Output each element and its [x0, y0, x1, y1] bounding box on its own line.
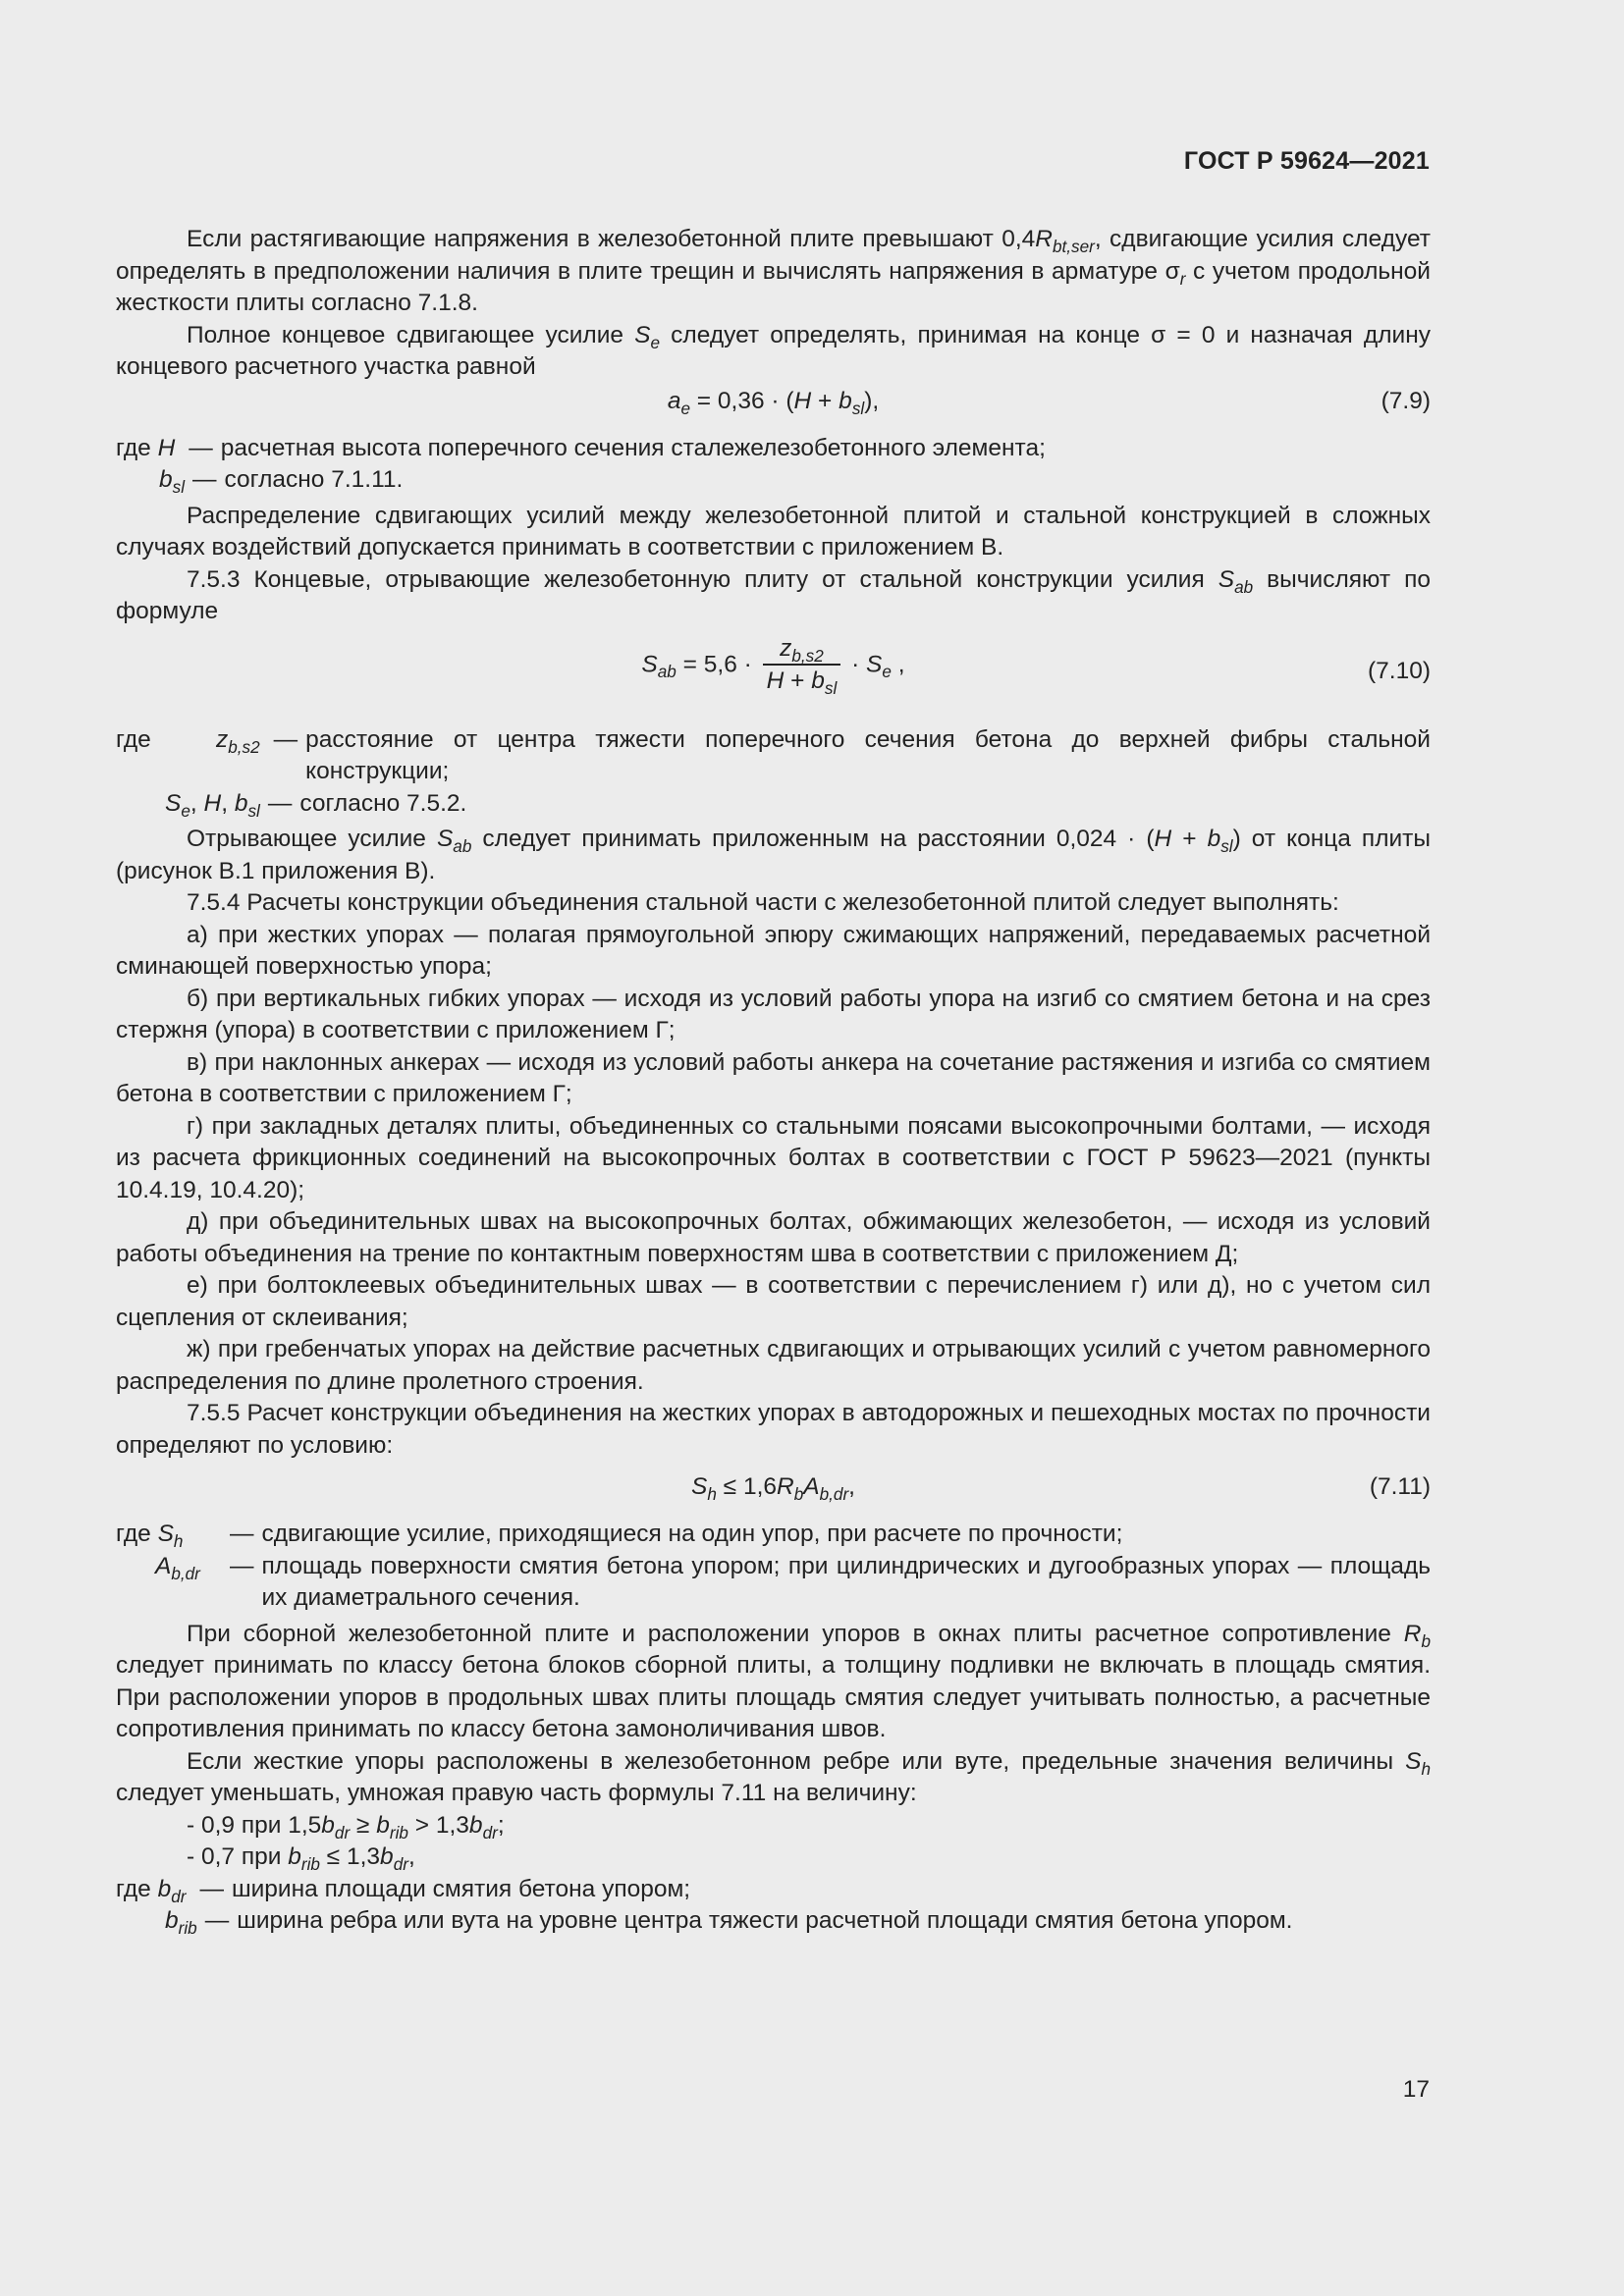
condition-item: - 0,9 при $1,5b_{dr} \ge b_{rib} > 1,3b_{dr}$;: [187, 1811, 505, 1842]
paragraph: 7.5.4 Расчеты конструкции объединения стальной части с железобетонной плитой следует выполнять:: [187, 889, 1339, 916]
formula-7-10: $S_{ab} = 5,6$ · $\frac{z_{b,s2}}{H + b_{sl}}$ · $S_e$ , (7.10): [641, 634, 1431, 698]
list-item: в) при наклонных анкерах — исходя из условий работы анкера на сочетание растяжения и изгиба со смятием бетона в соответствии с приложением Г;: [116, 1048, 1431, 1107]
definition-list: [116, 1874, 1431, 1938]
definition-item: $b_{rib}$ — ширина ребра или вута на уровне центра тяжести расчетной площади смятия бетона упором.: [165, 1907, 1293, 1938]
paragraph: Отрывающее усилие $S_{ab}$ следует принимать приложенным на расстоянии $0,024 \cdot (H + b_{sl})$ от конца плиты (рисунок В.1 приложения В).: [116, 826, 1432, 884]
paragraph: Если жесткие упоры расположены в железобетонном ребре или вуте, предельные значения величины $S_h$ следует уменьшать, умножая правую часть формулы 7.11 на величину:: [116, 1747, 1431, 1806]
definition-item: где $z_{b,s2}$ — расстояние от центра тяжести поперечного сечения бетона до верхней фибры стальной конструкции;: [116, 725, 1431, 784]
formula-number: (7.11): [1369, 1473, 1431, 1500]
list-item: б) при вертикальных гибких упорах — исходя из условий работы упора на изгиб со смятием бетона и на срез стержня (упора) в соответствии с приложением Г;: [116, 985, 1431, 1043]
paragraph: 7.5.3 Концевые, отрывающие железобетонную плиту от стальной конструкции усилия $S_{ab}$ вычисляют по формуле: [116, 565, 1431, 624]
formula-7-11: $S_h \le 1,6R_bA_{b,dr}$, (7.11): [691, 1473, 1431, 1504]
paragraph: Распределение сдвигающих усилий между железобетонной плитой и стальной конструкцией в сложных случаях воздействий допускается принимать в соответствии с приложением В.: [116, 502, 1431, 561]
definition-list: [116, 1519, 1431, 1615]
list-item: ж) при гребенчатых упорах на действие расчетных сдвигающих и отрывающих усилий с учетом равномерного распределения по длине пролетного строения.: [116, 1336, 1431, 1395]
paragraph: Полное концевое сдвигающее усилие $S_e$ следует определять, принимая на конце σ = 0 и назначая длину концевого расчетного участка равной: [116, 321, 1431, 380]
list-item: д) при объединительных швах на высокопрочных болтах, обжимающих железобетон, — исходя из условий работы объединения на трение по контактным поверхностям шва в соответствии с приложением Д;: [116, 1208, 1431, 1267]
formula-number: (7.10): [1367, 657, 1431, 684]
definition-item: $S_e$, H, $b_{sl}$ — согласно 7.5.2.: [165, 789, 467, 821]
fraction: $\frac{z_{b,s2}}{H + b_{sl}}$: [763, 634, 841, 697]
page-number: 17: [1402, 2076, 1430, 2103]
definition-item: $A_{b,dr}$ — площадь поверхности смятия бетона упором; при цилиндрических и дугообразных упорах — площадь их диаметрального сечения.: [155, 1552, 1431, 1611]
condition-item: - 0,7 при $b_{rib} \le 1,3b_{dr}$,: [187, 1843, 415, 1874]
definition-list: [116, 433, 1431, 497]
list-item: е) при болтоклеевых объединительных швах — в соответствии с перечислением г) или д), но с учетом сил сцепления от склеивания;: [116, 1272, 1431, 1331]
definition-item: $b_{sl}$ — согласно 7.1.11.: [159, 466, 404, 497]
definition-item: где H — расчетная высота поперечного сечения сталежелезобетонного элемента;: [116, 434, 1046, 461]
list-item: а) при жестких упорах — полагая прямоугольной эпюру сжимающих напряжений, передаваемых расчетной сминающей поверхностью упора;: [116, 921, 1431, 980]
formula-7-9: $a_e = 0,36 \cdot (H + b_{sl})$, (7.9): [667, 387, 1431, 418]
definition-item: где $S_h$ — сдвигающие усилие, приходящиеся на один упор, при расчете по прочности;: [116, 1521, 1123, 1551]
list-item: г) при закладных деталях плиты, объединенных со стальными поясами высокопрочными болтами, — исходя из расчета фрикционных соединений на высокопрочных болтах в соответствии с ГОСТ Р 59623—2021 (пункты 10.4.19, 10.4.20);: [116, 1112, 1431, 1203]
paragraph: 7.5.5 Расчет конструкции объединения на жестких упорах в автодорожных и пешеходных мостах по прочности определяют по условию:: [116, 1400, 1431, 1459]
document-id: ГОСТ Р 59624—2021: [1183, 147, 1430, 175]
paragraph: Если растягивающие напряжения в железобетонной плите превышают $0,4R_{bt,ser}$, сдвигающие усилия следует определять в предположении наличия в плите трещин и вычислять напряжения в арматуре $\sigma_r$ с учетом продольной жесткости плиты согласно 7.1.8.: [116, 226, 1431, 316]
definition-item: где $b_{dr}$ — ширина площади смятия бетона упором;: [116, 1875, 691, 1906]
document-body: [116, 224, 1431, 1942]
formula-number: (7.9): [1380, 387, 1431, 414]
definition-list: [116, 724, 1431, 821]
paragraph: При сборной железобетонной плите и расположении упоров в окнах плиты расчетное сопротивление $R_b$ следует принимать по классу бетона блоков сборной плиты, а толщину подливки не включать в площадь смятия. При расположении упоров в продольных швах плиты площадь смятия следует учитывать полностью, а расчетные сопротивления принимать по классу бетона замоноличивания швов.: [116, 1620, 1431, 1742]
